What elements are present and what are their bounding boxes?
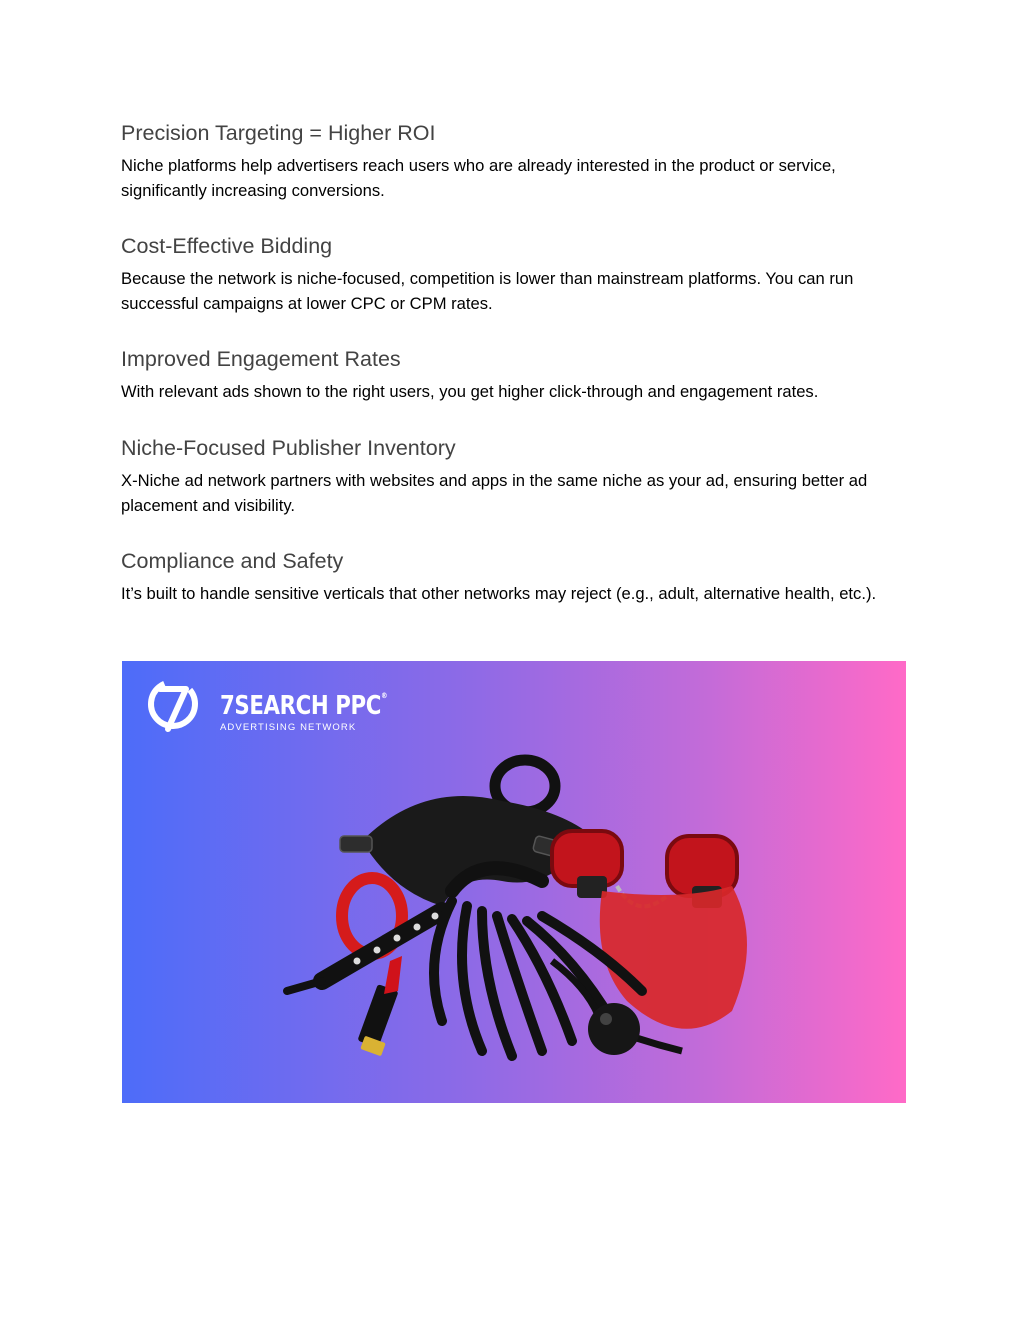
section-heading: Compliance and Safety <box>121 549 344 573</box>
section-body: X-Niche ad network partners with websites and apps in the same niche as your ad, ensuring better ad placement and visibility. <box>121 471 868 515</box>
brand-name: 7SEARCH PPC® <box>220 691 388 721</box>
product-illustration <box>122 661 906 1103</box>
promo-banner-image <box>122 661 906 1103</box>
section-heading: Improved Engagement Rates <box>121 347 401 371</box>
section-heading: Niche-Focused Publisher Inventory <box>121 436 456 460</box>
section-publisher-inventory <box>121 433 911 518</box>
section-precision-targeting <box>121 118 911 203</box>
brand-tagline: ADVERTISING NETWORK <box>220 722 357 733</box>
section-heading: Cost-Effective Bidding <box>121 234 333 258</box>
section-body: With relevant ads shown to the right users, you get higher click-through and engagement rates. <box>121 382 819 401</box>
section-cost-effective-bidding <box>121 231 911 316</box>
section-engagement-rates <box>121 344 818 405</box>
paddle-icon <box>287 911 442 991</box>
section-body: It’s built to handle sensitive verticals that other networks may reject (e.g., adult, alternative health, etc.). <box>121 584 877 603</box>
section-body: Niche platforms help advertisers reach users who are already interested in the product or service, significantly increasing conversions. <box>121 156 836 200</box>
section-heading: Precision Targeting = Higher ROI <box>121 121 436 145</box>
lipstick-icon <box>357 956 402 1056</box>
section-compliance-safety <box>121 546 876 607</box>
section-body: Because the network is niche-focused, competition is lower than mainstream platforms. You can run successful campaigns at lower CPC or CPM rates. <box>121 269 854 313</box>
